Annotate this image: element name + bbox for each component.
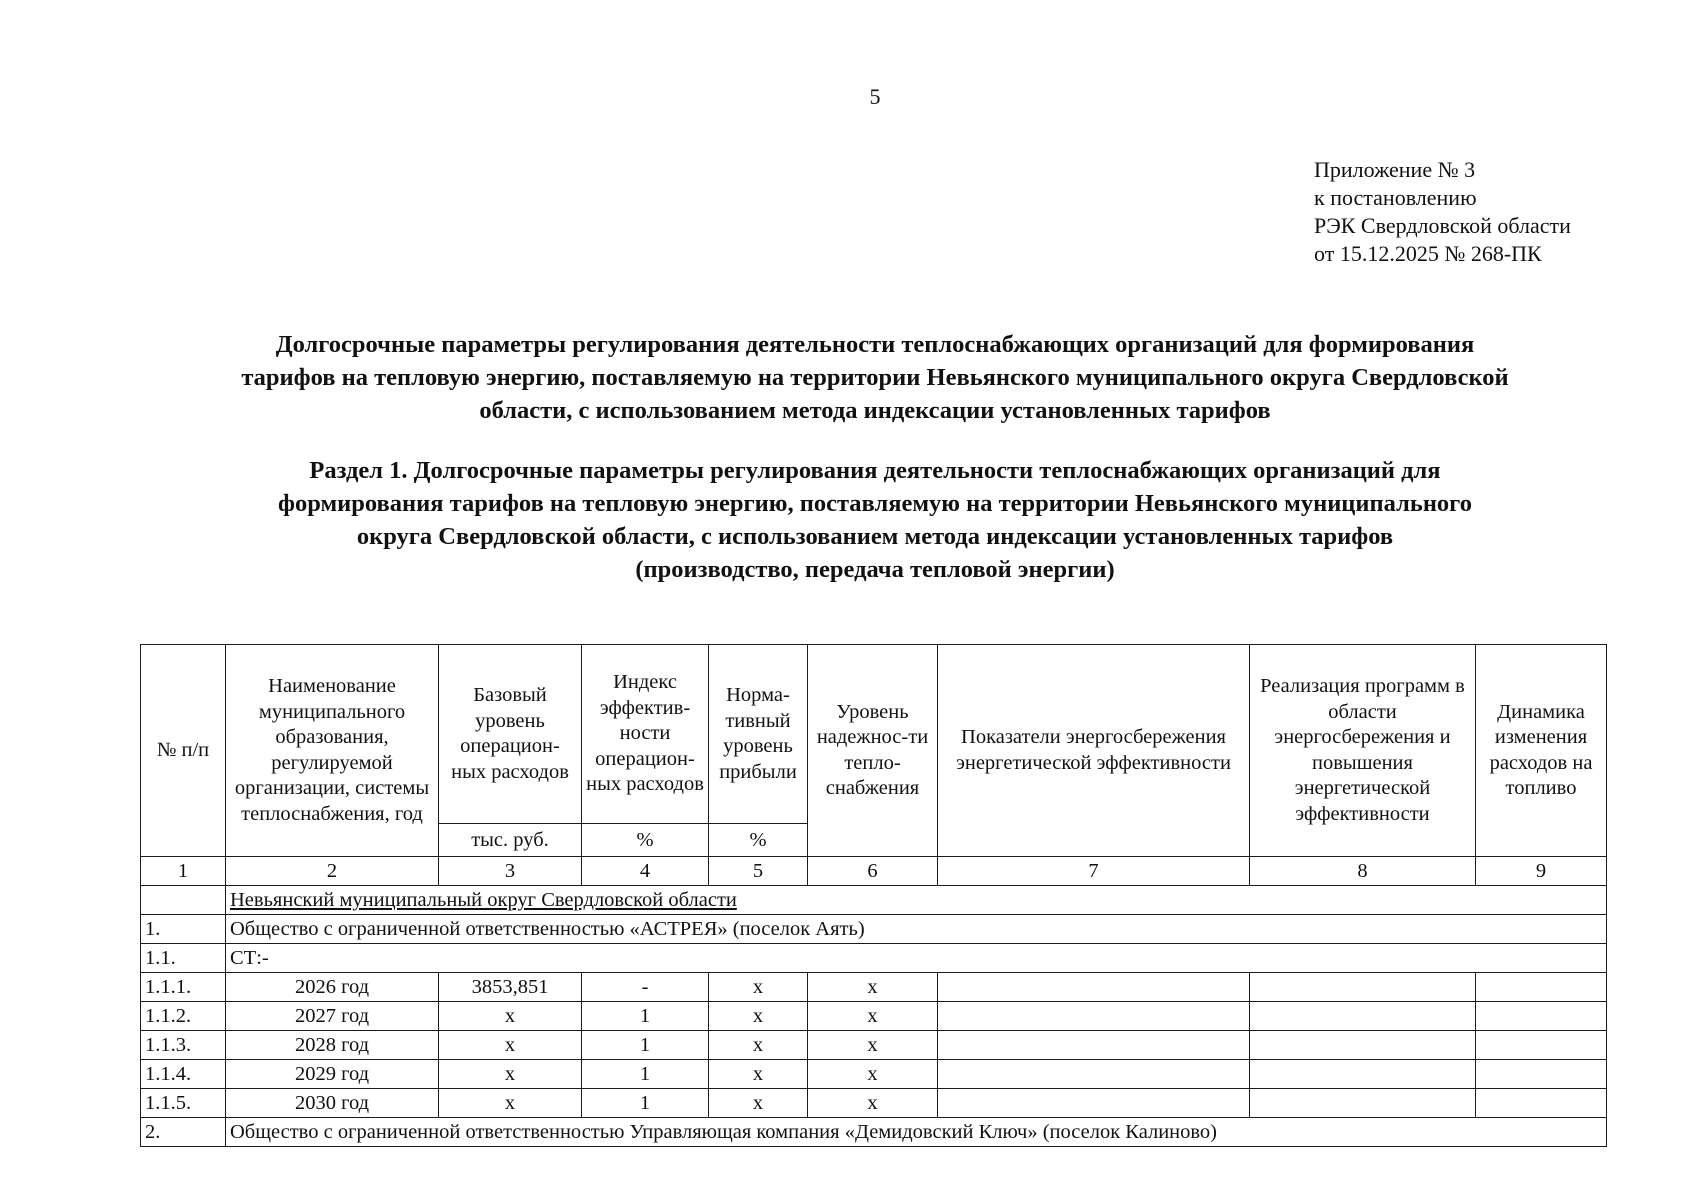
row-number: 1.1.3. — [141, 1031, 226, 1060]
organization-name: Общество с ограниченной ответственностью Управляющая компания «Демидовский Ключ» (поселок Калиново) — [226, 1118, 1607, 1147]
appendix-line: РЭК Свердловской области — [1314, 213, 1571, 238]
parameters-table — [140, 644, 1607, 1147]
row-number: 1.1.2. — [141, 1002, 226, 1031]
row-reliability: x — [808, 1089, 938, 1118]
column-number: 8 — [1250, 857, 1476, 886]
system-name: СТ:- — [226, 944, 1607, 973]
row-fuel-dynamics — [1476, 1089, 1607, 1118]
region-number-cell — [141, 886, 226, 915]
row-energy-saving — [938, 1060, 1250, 1089]
row-number: 1.1.1. — [141, 973, 226, 1002]
row-efficiency-index: 1 — [582, 1031, 709, 1060]
row-profit-level: x — [709, 1031, 808, 1060]
header-energy-saving: Показатели энергосбережения энергетической эффективности — [938, 645, 1250, 857]
row-programs — [1250, 1089, 1476, 1118]
row-year: 2027 год — [226, 1002, 439, 1031]
column-number: 2 — [226, 857, 439, 886]
column-number: 9 — [1476, 857, 1607, 886]
organization-name: Общество с ограниченной ответственностью «АСТРЕЯ» (поселок Аять) — [226, 915, 1607, 944]
row-efficiency-index: 1 — [582, 1089, 709, 1118]
row-base-opex: x — [439, 1002, 582, 1031]
row-fuel-dynamics — [1476, 1002, 1607, 1031]
column-number: 7 — [938, 857, 1250, 886]
row-programs — [1250, 973, 1476, 1002]
table-row — [141, 973, 1607, 1002]
header-fuel-dynamics: Динамика изменения расходов на топливо — [1476, 645, 1607, 857]
row-number: 1.1.5. — [141, 1089, 226, 1118]
title-line: тарифов на тепловую энергию, поставляемую на территории Невьянского муниципального округа Свердловской — [241, 364, 1509, 391]
row-year: 2026 год — [226, 973, 439, 1002]
row-energy-saving — [938, 973, 1250, 1002]
organization-number: 1. — [141, 915, 226, 944]
header-number: № п/п — [141, 645, 226, 857]
row-base-opex: x — [439, 1060, 582, 1089]
header-profit-level: Норма-тивный уровень прибыли — [709, 645, 808, 824]
row-fuel-dynamics — [1476, 1060, 1607, 1089]
row-programs — [1250, 1060, 1476, 1089]
row-reliability: x — [808, 1002, 938, 1031]
row-base-opex: 3853,851 — [439, 973, 582, 1002]
organization-row — [141, 1118, 1607, 1147]
row-reliability: x — [808, 1031, 938, 1060]
row-year: 2029 год — [226, 1060, 439, 1089]
column-number: 6 — [808, 857, 938, 886]
row-reliability: x — [808, 1060, 938, 1089]
unit-profit-level: % — [709, 824, 808, 857]
row-programs — [1250, 1002, 1476, 1031]
row-profit-level: x — [709, 1060, 808, 1089]
organization-row — [141, 915, 1607, 944]
region-name: Невьянский муниципальный округ Свердловской области — [226, 886, 1607, 915]
header-efficiency-index: Индекс эффектив-ности операцион-ных расходов — [582, 645, 709, 824]
row-programs — [1250, 1031, 1476, 1060]
column-number: 5 — [709, 857, 808, 886]
header-base-opex: Базовый уровень операцион-ных расходов — [439, 645, 582, 824]
title-line: Долгосрочные параметры регулирования деятельности теплоснабжающих организаций для формирования — [275, 331, 1475, 358]
row-fuel-dynamics — [1476, 973, 1607, 1002]
row-efficiency-index: 1 — [582, 1002, 709, 1031]
appendix-line: от 15.12.2025 № 268-ПК — [1314, 241, 1542, 266]
row-efficiency-index: - — [582, 973, 709, 1002]
section-title — [140, 454, 1610, 586]
row-energy-saving — [938, 1002, 1250, 1031]
appendix-line: к постановлению — [1314, 185, 1477, 210]
system-number: 1.1. — [141, 944, 226, 973]
organization-number: 2. — [141, 1118, 226, 1147]
document-title — [110, 328, 1640, 427]
header-programs: Реализация программ в области энергосбережения и повышения энергетической эффективности — [1250, 645, 1476, 857]
row-reliability: x — [808, 973, 938, 1002]
section-title-line: (производство, передача тепловой энергии) — [635, 556, 1115, 583]
system-row — [141, 944, 1607, 973]
unit-base-opex: тыс. руб. — [439, 824, 582, 857]
row-profit-level: x — [709, 973, 808, 1002]
region-row — [141, 886, 1607, 915]
row-base-opex: x — [439, 1089, 582, 1118]
page-number: 5 — [869, 84, 881, 109]
row-profit-level: x — [709, 1089, 808, 1118]
title-line: области, с использованием метода индексации установленных тарифов — [479, 397, 1271, 424]
row-energy-saving — [938, 1031, 1250, 1060]
section-title-line: округа Свердловской области, с использованием метода индексации установленных тарифов — [356, 523, 1394, 550]
section-title-line: Раздел 1. Долгосрочные параметры регулирования деятельности теплоснабжающих организаций для — [309, 457, 1441, 484]
row-year: 2028 год — [226, 1031, 439, 1060]
row-number: 1.1.4. — [141, 1060, 226, 1089]
section-title-line: формирования тарифов на тепловую энергию, поставляемую на территории Невьянского муниципального — [278, 490, 1472, 517]
unit-efficiency-index: % — [582, 824, 709, 857]
column-number: 4 — [582, 857, 709, 886]
row-base-opex: x — [439, 1031, 582, 1060]
appendix-note — [1314, 156, 1571, 268]
table-row — [141, 1031, 1607, 1060]
row-profit-level: x — [709, 1002, 808, 1031]
table-row — [141, 1002, 1607, 1031]
column-number: 1 — [141, 857, 226, 886]
row-efficiency-index: 1 — [582, 1060, 709, 1089]
header-row — [141, 645, 1607, 824]
column-numbers-row — [141, 857, 1607, 886]
table-row — [141, 1060, 1607, 1089]
column-number: 3 — [439, 857, 582, 886]
row-energy-saving — [938, 1089, 1250, 1118]
header-name: Наименование муниципального образования, регулируемой организации, системы теплоснабжения, год — [226, 645, 439, 857]
table-row — [141, 1089, 1607, 1118]
appendix-line: Приложение № 3 — [1314, 157, 1476, 182]
row-fuel-dynamics — [1476, 1031, 1607, 1060]
header-reliability: Уровень надежнос-ти тепло-снабжения — [808, 645, 938, 857]
row-year: 2030 год — [226, 1089, 439, 1118]
